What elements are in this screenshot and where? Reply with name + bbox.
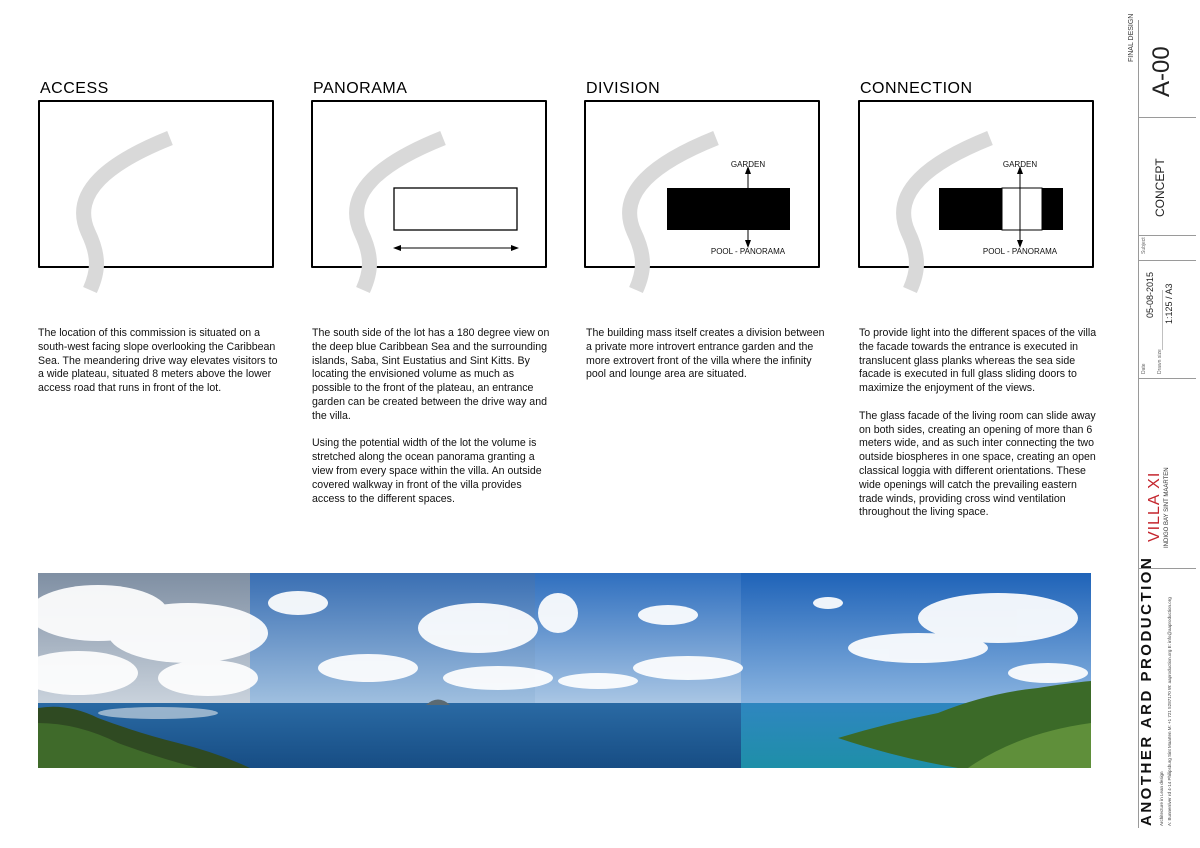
column-title-access: ACCESS	[40, 80, 109, 97]
column-text-division	[586, 327, 826, 396]
column-text-panorama	[312, 327, 552, 520]
diagram-access	[38, 100, 274, 268]
date-label: Date	[1141, 363, 1147, 374]
building-mass-right	[1042, 188, 1063, 230]
arrow-head-left	[393, 245, 401, 251]
label-pool-panorama: POOL - PANORAMA	[710, 247, 786, 256]
firm-contact: A: Bunnerriver rd 4-14 Philipsburg Sint Maarten M: +1 721 5287170 W: aaproduction.org E: info@aaproduction.org	[1167, 597, 1172, 826]
title-block-divider	[1138, 117, 1196, 118]
paragraph: Using the potential width of the lot the volume is stretched along the ocean panorama granting a view from every space within the villa. An outside covered walkway in front of the villa provides access to the different spaces.	[312, 437, 542, 505]
column-text-connection	[859, 327, 1099, 534]
date-value: 05-08-2015	[1145, 271, 1155, 318]
loggia-opening	[1002, 188, 1042, 230]
title-block-divider	[1138, 378, 1196, 379]
column-text-access	[38, 327, 278, 410]
column-title-panorama: PANORAMA	[313, 80, 408, 97]
label-garden: GARDEN	[1002, 160, 1038, 169]
subject-value: CONCEPT	[1153, 158, 1167, 217]
phase-label: FINAL DESIGN	[1128, 13, 1135, 62]
paragraph: The glass facade of the living room can slide away on both sides, creating an opening of more than 6 meters wide, and as such inter connecting the two outside biospheres in one space, creating an open classical loggia with different orientations. These wide openings will catch the prevailing eastern trade winds, providing cross wind ventilation throughout the living space.	[859, 409, 1096, 519]
paragraph: The south side of the lot has a 180 degree view on the deep blue Caribbean Sea and the surrounding islands, Saba, Sint Eustatius and Sint Kitts. By locating the envisioned volume as much as possible to the front of the plateau, an entrance garden can be created between the drive way and the villa.	[312, 327, 550, 422]
paragraph: The building mass itself creates a division between a private more introvert entrance garden and the more extrovert front of the villa where the infinity pool and lounge area are situated.	[586, 327, 825, 381]
subject-label: Subject	[1141, 237, 1147, 254]
diagram-panorama	[311, 100, 547, 268]
label-pool-panorama: POOL - PANORAMA	[982, 247, 1058, 256]
driveway-curve	[84, 138, 170, 290]
diagram-division	[584, 100, 820, 268]
project-name: VILLA XI	[1146, 471, 1163, 542]
diagram-connection	[858, 100, 1094, 268]
arrow-head-right	[511, 245, 519, 251]
column-title-division: DIVISION	[586, 80, 661, 97]
building-mass-left	[939, 188, 1002, 230]
title-block-divider	[1138, 260, 1196, 261]
firm-name: ANOTHER ARD PRODUCTION	[1138, 555, 1155, 826]
sheet-number: A-00	[1148, 46, 1175, 97]
scale-value: 1:125 / A3	[1164, 283, 1174, 324]
firm-subtitle: Architecture in Lean design	[1159, 771, 1164, 826]
title-block-divider	[1138, 235, 1196, 236]
label-garden: GARDEN	[730, 160, 766, 169]
project-location: INDIGO BAY SINT MAARTEN	[1164, 467, 1170, 548]
villa-volume-outline	[394, 188, 517, 230]
panorama-photo	[38, 573, 1091, 768]
paragraph: To provide light into the different spaces of the villa the facade towards the entrance is executed in translucent glass planks whereas the sea side facade is executed in full glass sliding doors to maximize the enjoyment of the views.	[859, 327, 1097, 395]
building-mass	[667, 188, 790, 230]
title-block-divider	[1162, 290, 1163, 350]
column-title-connection: CONNECTION	[860, 80, 973, 97]
scale-label: Drawn size	[1157, 349, 1163, 374]
paragraph: The location of this commission is situated on a south-west facing slope overlooking the Caribbean Sea. The meandering drive way elevates visitors to a wide plateau, situated 8 meters above the lower access road that runs in front of the lot.	[38, 327, 278, 395]
